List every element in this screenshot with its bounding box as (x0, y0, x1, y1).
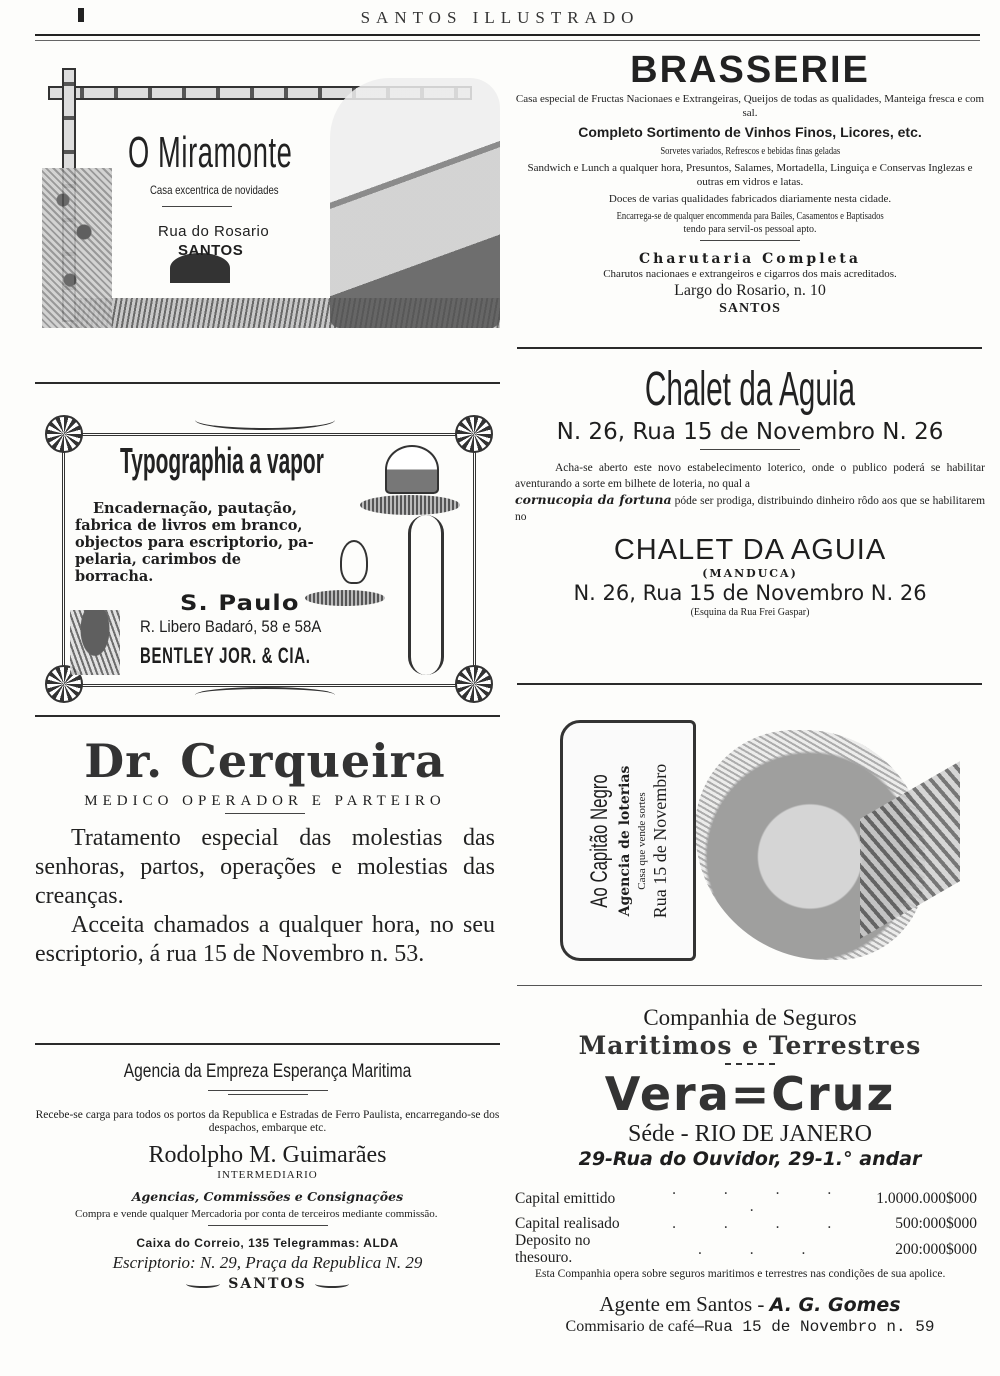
brasserie-title: BRASSERIE (630, 49, 870, 91)
typographia-line: objectos para escriptorio, pa- (75, 534, 314, 551)
ad-miramonte (40, 58, 510, 330)
veracruz-agent-line (515, 1291, 985, 1318)
brasserie-rule (700, 240, 800, 241)
capital-label: Capital realisado (515, 1215, 620, 1232)
charutaria-text: Charutos nacionaes e extrangeiros e cigarros dos mais acreditados. (603, 268, 897, 280)
esperanca-contact: Caixa do Correio, 135 Telegrammas: ALDA (136, 1236, 399, 1250)
corner-rosette-icon (455, 665, 493, 703)
typographia-line: fabrica de livros em branco, (75, 517, 303, 534)
divider-right-1 (517, 347, 982, 349)
chalet-body (515, 460, 985, 525)
capital-value: 500:000$000 (895, 1215, 977, 1232)
capitao-title: Ao Capitão Negro (586, 774, 613, 908)
capital-dots: . . . . . (672, 1181, 854, 1215)
cerqueira-subtitle: MEDICO OPERADOR E PARTEIRO (84, 793, 446, 809)
typographia-title: Typographia a vapor (120, 440, 324, 481)
chalet-rule (700, 449, 800, 450)
capital-label: Capital emittido (515, 1189, 616, 1207)
esperanca-city-line (35, 1276, 500, 1292)
kimono-woman-illustration (330, 78, 500, 328)
miramonte-subtitle: Casa excentrica de novidades (150, 183, 279, 197)
chalet-name-caps: CHALET DA AGUIA (613, 534, 887, 566)
divider-left-1 (35, 382, 500, 384)
veracruz-commis-address: —Rua 15 de Novembro n. 59 (694, 1318, 935, 1336)
typographia-body (75, 500, 355, 585)
miramonte-address: Rua do Rosario (158, 223, 270, 240)
capital-value: 200:000$000 (895, 1240, 977, 1258)
capital-row (515, 1181, 977, 1215)
miramonte-rule (162, 206, 232, 207)
esperanca-services: Agencias, Commissões e Consignações (131, 1189, 404, 1204)
capitao-tagline: Casa que vende sortes (636, 792, 648, 890)
brasserie-line: Sorvetes variados, Refrescos e bebidas finas geladas (660, 145, 840, 157)
veracruz-type: Maritimos e Terrestres (578, 1031, 922, 1060)
capital-row (515, 1215, 977, 1232)
capital-row (515, 1232, 977, 1266)
water-lily-illustration (360, 440, 460, 675)
chalet-corner-note: (Esquina da Rua Frei Gaspar) (690, 607, 810, 618)
typographia-firm: BENTLEY JOR. & CIA. (140, 643, 311, 668)
capitao-subtitle: Agencia de loterias (617, 765, 633, 917)
esperanca-office: Escriptorio: N. 29, Praça da Republica N. 29 (112, 1253, 423, 1272)
brasserie-line: tendo para servil-os pessoal apto. (683, 224, 817, 235)
veracruz-seat: Séde - RIO DE JANERO (628, 1121, 872, 1147)
miramonte-title: O Miramonte (128, 128, 293, 177)
cerqueira-rule (225, 813, 305, 814)
veracruz-title: Vera=Cruz (604, 1067, 896, 1121)
typographia-address: R. Libero Badaró, 58 e 58A (140, 617, 322, 636)
cerqueira-body (35, 824, 495, 969)
divider-right-3 (517, 985, 982, 986)
ad-chalet-da-aguia (515, 362, 985, 620)
veracruz-address: 29-Rua do Ouvidor, 29-1.° andar (578, 1148, 922, 1170)
veracruz-agent-name: A. G. Gomes (769, 1294, 901, 1316)
typographia-line: Encadernação, pautação, (93, 500, 297, 517)
brasserie-line: Sandwich e Lunch a qualquer hora, Presuntos, Salames, Mortadella, Linguiça e Conservas Inglezas e outras em vidros e latas. (527, 162, 973, 188)
capital-dots: . . . . (672, 1215, 854, 1232)
divider-right-2 (517, 683, 982, 685)
chalet-address-2: N. 26, Rua 15 de Novembro N. 26 (573, 581, 927, 605)
esperanca-rule (208, 1090, 328, 1091)
chalet-proprietor: (MANDUCA) (702, 567, 798, 580)
miramonte-city: SANTOS (178, 242, 244, 259)
capital-value: 1.0000.000$000 (876, 1189, 977, 1207)
esperanca-city: SANTOS (228, 1276, 307, 1292)
chalet-title: Chalet da Aguia (644, 363, 856, 416)
typographia-line: pelaria, carimbos de (75, 551, 242, 568)
brasserie-line: Doces de varias qualidades fabricados diariamente nesta cidade. (608, 193, 892, 205)
esperanca-rule (208, 1225, 328, 1226)
flourish-icon (315, 1280, 349, 1288)
ad-esperanca-maritima (35, 1060, 500, 1292)
veracruz-note (515, 1268, 985, 1281)
chalet-emphasis: cornucopia da fortuna (515, 492, 672, 507)
corner-rosette-icon (455, 415, 493, 453)
brasserie-wines: Completo Sortimento de Vinhos Finos, Licores, etc. (578, 124, 922, 140)
veracruz-agent-label: Agente em Santos - (599, 1292, 765, 1316)
veracruz-note-text: Esta Companhia opera sobre seguros maritimos e terrestres nas condições de sua apolice. (535, 1268, 946, 1280)
brasserie-line: Encarrega-se de qualquer encommenda para Bailes, Casamentos e Baptisados (616, 210, 884, 222)
divider-left-2 (35, 715, 500, 717)
cerqueira-title: Dr. Cerqueira (84, 734, 446, 788)
charutaria-title: Charutaria Completa (639, 251, 861, 267)
flourish-icon (186, 1280, 220, 1288)
ornament-bottom-icon (195, 687, 335, 703)
corner-rosette-icon (45, 415, 83, 453)
esperanca-name: Rodolpho M. Guimarães (148, 1142, 387, 1168)
esperanca-buy-sell-text: Compra e vende qualquer Mercadoria por conta de terceiros mediante commissão. (75, 1208, 438, 1220)
divider-left-3 (35, 1043, 500, 1045)
veracruz-commissioner-line (515, 1318, 985, 1336)
chalet-body-text: Acha-se aberto este novo estabelecimento loterico, onde o publico poderá se habilitar aventurando a sorte em bilhete de loteria, no qual a (515, 462, 985, 490)
capital-label: Deposito no thesouro. (515, 1232, 591, 1266)
brasserie-city: SANTOS (719, 301, 781, 316)
veracruz-pretitle: Companhia de Seguros (643, 1005, 857, 1030)
banner-text (585, 731, 671, 951)
esperanca-title: Agencia da Empreza Esperança Maritima (123, 1061, 412, 1082)
chalet-body-text: póde ser prodiga, distribuindo dinheiro rôdo aos que se habilitarem no (515, 495, 986, 523)
chalet-address: N. 26, Rua 15 de Novembro N. 26 (556, 419, 944, 445)
cerqueira-paragraph: Tratamento especial das molestias das senhoras, partos, operações e molestias das creanças. (35, 825, 495, 909)
capital-table (515, 1181, 977, 1266)
banner-scroll (560, 720, 696, 961)
capitao-address: Rua 15 de Novembro (650, 763, 670, 919)
ad-typographia (40, 395, 500, 700)
ad-vera-cruz (515, 1005, 985, 1336)
typographia-line: borracha. (75, 568, 154, 585)
ad-brasserie (515, 48, 985, 317)
flowers-illustration (42, 168, 112, 328)
brasserie-address: Largo do Rosario, n. 10 (674, 282, 826, 299)
typographia-city: S. Paulo (180, 591, 300, 615)
masthead-title: SANTOS ILLUSTRADO (360, 8, 640, 27)
esperanca-role: INTERMEDIARIO (217, 1169, 318, 1181)
ad-dr-cerqueira (35, 735, 495, 969)
brasserie-line: Casa especial de Fructas Nacionaes e Extrangeiras, Queijos de todas as qualidades, Manteiga fresca e com sal. (515, 93, 985, 119)
plant-illustration (70, 610, 120, 675)
ornament-top-icon (195, 410, 335, 430)
cerqueira-paragraph: Acceita chamados a qualquer hora, no seu escriptorio, á rua 15 de Novembro n. 53. (35, 912, 495, 967)
ad-capitao-negro (560, 700, 970, 970)
esperanca-description: Recebe-se carga para todos os portos da Republica e Estradas de Ferro Paulista, encarregando-se dos despachos, embarque etc. (35, 1109, 500, 1134)
veracruz-commis-label: Commisario de café (565, 1318, 695, 1335)
capital-dots: . . . (698, 1240, 828, 1258)
masthead-rule (35, 34, 980, 41)
esperanca-buy-sell (35, 1208, 500, 1221)
esperanca-rule (228, 1094, 308, 1095)
